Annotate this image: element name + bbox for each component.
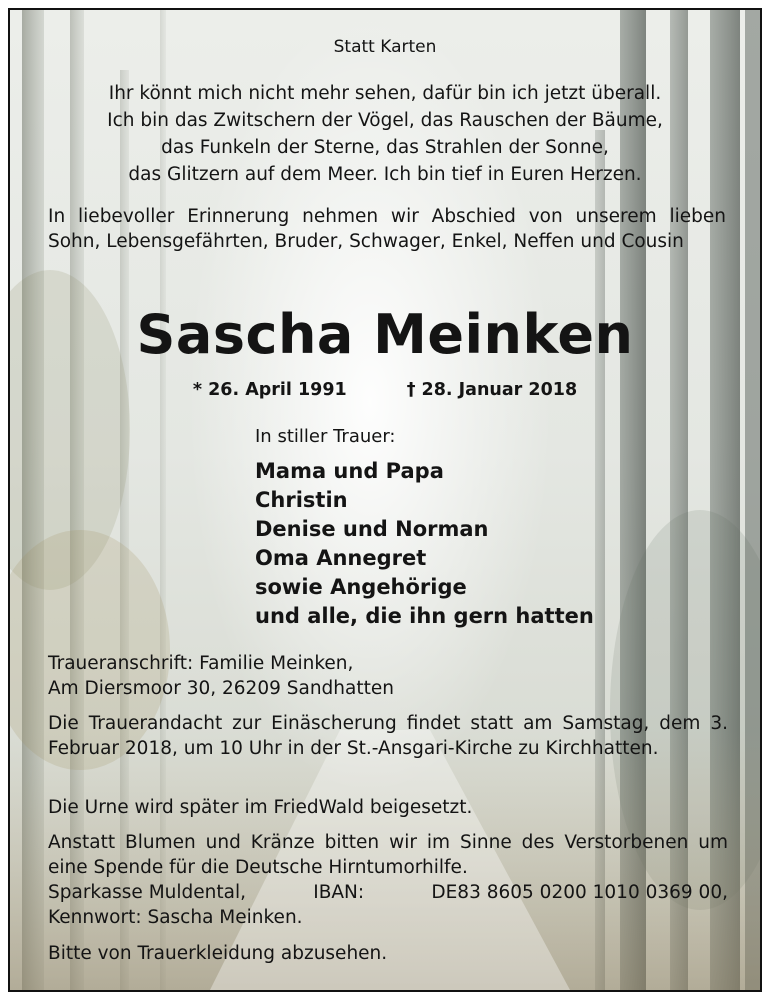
bank-details [48,880,728,905]
poem-line: Ich bin das Zwitschern der Vögel, das Rauschen der Bäume, [107,110,663,131]
donation-keyword: Kennwort: Sascha Meinken. [48,907,303,928]
poem-line: das Glitzern auf dem Meer. Ich bin tief in Euren Herzen. [128,164,642,185]
obituary-content [10,10,760,990]
bank-name: Sparkasse Muldental, [48,882,246,903]
mourner-entry: Christin [255,488,348,512]
poem-line: das Funkeln der Sterne, das Strahlen der Sonne, [161,137,609,158]
birth-date: * 26. April 1991 [192,380,347,400]
poem [40,80,730,188]
mourner-entry: sowie Angehörige [255,575,467,599]
mourner-entry: Oma Annegret [255,546,427,570]
mourners-label: In stiller Trauer: [255,426,396,447]
mourner-entry: und alle, die ihn gern hatten [255,604,594,628]
mourning-address [48,651,728,701]
address-line: Traueranschrift: Familie Meinken, [48,653,354,674]
urn-notice: Die Urne wird später im FriedWald beigesetzt. [48,797,473,818]
donation-text: Anstatt Blumen und Kränze bitten wir im Sinne des Verstorbenen um eine Spende für die Deutsche Hirntumorhilfe. [48,832,728,878]
death-date: † 28. Januar 2018 [406,380,578,400]
mourner-entry: Mama und Papa [255,459,444,483]
iban-number: DE83 8605 0200 1010 0369 00, [431,882,728,903]
poem-line: Ihr könnt mich nicht mehr sehen, dafür bin ich jetzt überall. [108,83,662,104]
iban-label: IBAN: [313,882,365,903]
mourners-list [255,457,594,631]
mourner-entry: Denise und Norman [255,517,489,541]
statt-karten-heading: Statt Karten [333,37,437,57]
deceased-name: Sascha Meinken [136,303,634,366]
intro-text: In liebevoller Erinnerung nehmen wir Abschied von unserem lieben Sohn, Lebensgefährten, Bruder, Schwager, Enkel, Neffen und Cousin [48,206,726,252]
obituary-card [8,8,762,992]
donation-notice [48,830,728,930]
life-dates [10,380,760,400]
address-line: Am Diersmoor 30, 26209 Sandhatten [48,678,394,699]
closing-note: Bitte von Trauerkleidung abzusehen. [48,943,388,964]
ceremony-notice: Die Trauerandacht zur Einäscherung findet statt am Samstag, dem 3. Februar 2018, um 10 Uhr in der St.-Ansgari-Kirche zu Kirchhatten. [48,713,728,759]
